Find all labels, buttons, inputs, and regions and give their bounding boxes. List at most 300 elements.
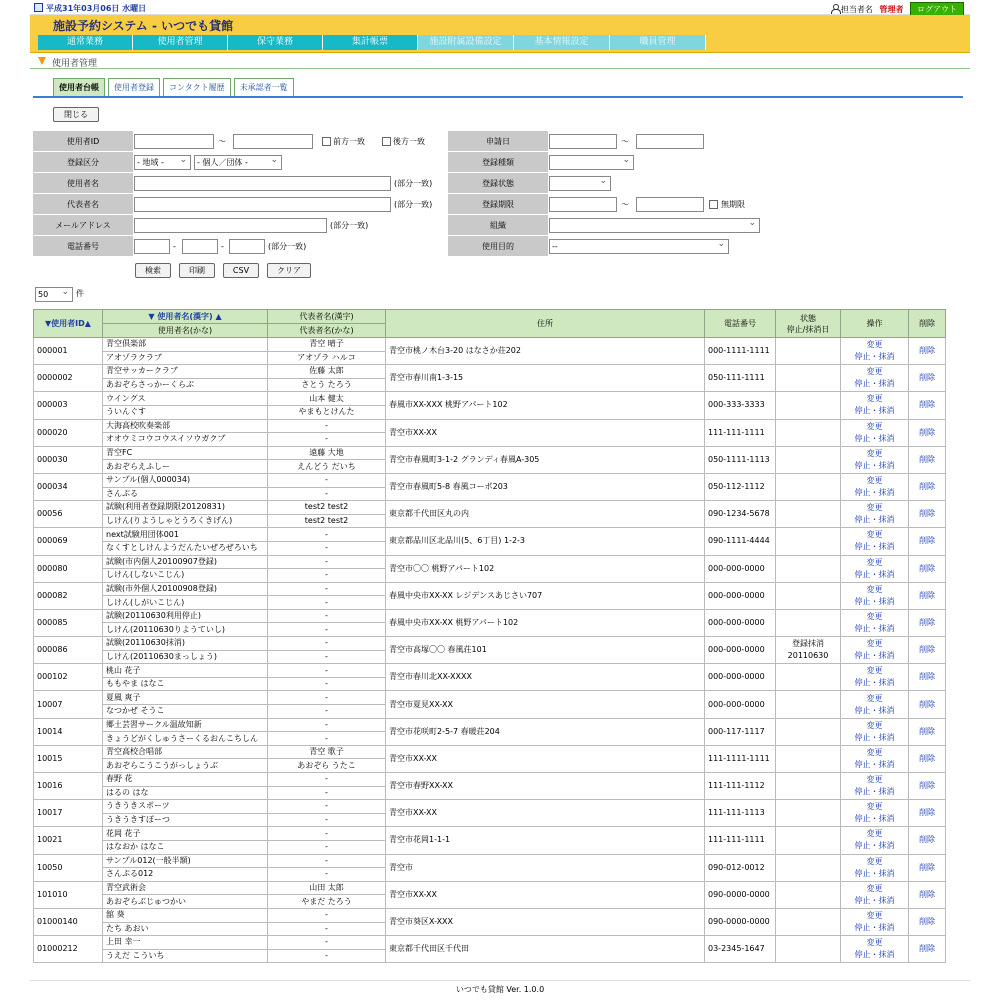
nav-staff-management[interactable]: 職員管理 [610,35,706,50]
user-name-cell: サンプル012(一般半額) [103,854,268,868]
tab-bar [53,78,297,97]
table-row [34,555,946,569]
stop-delete-link[interactable]: 停止・抹消 [854,759,895,769]
delete-link[interactable]: 削除 [919,862,935,872]
edit-link[interactable]: 変更 [866,448,883,458]
user-name-cell: 青空サッカークラブ [103,365,268,379]
col-header-user-id[interactable]: ▼使用者ID▲ [34,310,103,338]
section-title: 使用者管理 [52,59,98,69]
user-id-label: 使用者ID [33,131,133,152]
delete-cell [909,609,946,636]
user-id-cell: 0000002 [34,365,103,392]
status-cell [776,745,841,772]
region-select[interactable]: - 地域 - ⌄ [134,155,191,170]
stop-delete-link[interactable]: 停止・抹消 [854,895,895,905]
user-name-label: 使用者名 [33,173,133,194]
edit-link[interactable]: 変更 [866,938,883,948]
address-cell: 青空市春川南1-3-15 [386,365,705,392]
user-name-kana-cell: なつかぜ そうこ [103,705,268,719]
phone-cell: 000-333-3333 [705,392,776,419]
phone-dash: - [173,242,176,251]
user-name-kana-cell: あおぞらえふしー [103,460,268,474]
col-header-status [776,310,841,338]
table-row [34,854,946,868]
phone-cell: 03-2345-1647 [705,936,776,963]
apply-date-label: 申請日 [448,131,548,152]
no-expiry-checkbox[interactable] [709,200,718,209]
user-name-cell: 青空FC [103,446,268,460]
operations-cell [841,691,909,718]
rep-name-cell: 佐藤 太郎 [268,365,386,379]
operations-cell [841,338,909,365]
rep-name-kana-cell: test2 test2 [268,514,386,528]
tab-underline [33,96,963,98]
nav-basic-settings[interactable]: 基本情報設定 [514,35,610,50]
phone-part2-input[interactable] [182,239,218,254]
page-size-control [35,287,84,302]
rep-name-kana-cell: - [268,868,386,882]
user-id-cell: 000085 [34,609,103,636]
delete-cell [909,936,946,963]
operations-cell [841,827,909,854]
tab-user-ledger[interactable]: 使用者台帳 [53,78,105,97]
reg-expiry-from-input[interactable] [549,197,617,212]
suffix-match-checkbox[interactable] [382,137,391,146]
phone-dash: - [221,242,224,251]
stop-delete-link[interactable]: 停止・抹消 [854,569,895,579]
user-name-cell: 舘 葵 [103,908,268,922]
table-row [34,718,946,732]
email-label: メールアドレス [33,215,133,236]
status-cell [776,609,841,636]
user-name-kana-cell: しけん(しないこじん) [103,569,268,583]
user-name-kana-cell: さんぷる012 [103,868,268,882]
table-row [34,936,946,950]
user-name-kana-cell: ういんぐす [103,405,268,419]
edit-link[interactable]: 変更 [866,503,883,513]
phone-part3-input[interactable] [229,239,265,254]
rep-name-cell: - [268,718,386,732]
user-id-cell: 10021 [34,827,103,854]
delete-link[interactable]: 削除 [919,509,935,519]
status-cell [776,419,841,446]
rep-name-cell: - [268,582,386,596]
stop-delete-link[interactable]: 停止・抹消 [854,705,895,715]
delete-cell [909,582,946,609]
rep-name-cell: 山田 太郎 [268,881,386,895]
rep-name-kana-cell: - [268,786,386,800]
delete-link[interactable]: 削除 [919,617,935,627]
status-cell [776,827,841,854]
user-name-cell: 試験(市内個人20100907登録) [103,555,268,569]
current-date: 平成31年03月06日 水曜日 [34,3,146,14]
search-actions [135,263,311,278]
stop-delete-link[interactable]: 停止・抹消 [854,542,895,552]
stop-delete-link[interactable]: 停止・抹消 [854,950,895,960]
app-header [30,15,970,53]
delete-cell [909,637,946,664]
operations-cell [841,637,909,664]
edit-link[interactable]: 変更 [866,421,883,431]
stop-delete-link[interactable]: 停止・抹消 [854,787,895,797]
suffix-match-label: 後方一致 [393,137,425,146]
operations-cell [841,908,909,935]
operations-cell [841,854,909,881]
user-id-cell: 000069 [34,528,103,555]
delete-link[interactable]: 削除 [919,536,935,546]
delete-link[interactable]: 削除 [919,726,935,736]
reg-type-select[interactable] [549,155,634,170]
address-cell: 東京都品川区北品川(5、6丁目) 1-2-3 [386,528,705,555]
delete-link[interactable]: 削除 [919,400,935,410]
form-row-4 [33,194,766,215]
status-cell [776,854,841,881]
table-row [34,637,946,651]
rep-name-cell: 青空 歌子 [268,745,386,759]
phone-cell: 111-111-1113 [705,800,776,827]
user-name-kana-cell: あおぞらさっかーくらぶ [103,378,268,392]
user-name-cell: 桃山 花子 [103,664,268,678]
col-header-user-name-kana: 使用者名(かな) [103,324,268,338]
operations-cell [841,745,909,772]
status-cell [776,908,841,935]
csv-button[interactable]: CSV [223,263,259,278]
no-expiry-label: 無期限 [721,200,745,209]
edit-link[interactable]: 変更 [866,557,883,567]
form-row-1 [33,131,766,152]
user-name-cell: 青空武術会 [103,881,268,895]
delete-cell [909,392,946,419]
operations-cell [841,392,909,419]
table-row [34,528,946,542]
rep-name-kana-cell: - [268,541,386,555]
delete-link[interactable]: 削除 [919,645,935,655]
user-name-input[interactable] [134,176,391,191]
user-name-kana-cell: きょうどがくしゅうさーくるおんこちしん [103,732,268,746]
close-button[interactable]: 閉じる [53,107,99,122]
delete-link[interactable]: 削除 [919,753,935,763]
address-cell: 東京都千代田区丸の内 [386,501,705,528]
delete-cell [909,528,946,555]
stop-delete-link[interactable]: 停止・抹消 [854,433,895,443]
stop-delete-link[interactable]: 停止・抹消 [854,923,895,933]
reg-expiry-to-input[interactable] [636,197,704,212]
col-header-user-name[interactable]: ▼ 使用者名(漢字) ▲ [103,310,268,324]
stop-delete-link[interactable]: 停止・抹消 [854,488,895,498]
user-role: 管理者 [879,5,904,14]
table-row [34,908,946,922]
phone-cell: 090-0000-0000 [705,908,776,935]
delete-cell [909,854,946,881]
rep-name-cell: - [268,473,386,487]
reg-expiry-label: 登録期限 [448,194,548,215]
edit-link[interactable]: 変更 [866,747,883,757]
status-cell [776,718,841,745]
reg-class-label: 登録区分 [33,152,133,173]
user-name-cell: 上田 幸一 [103,936,268,950]
edit-link[interactable]: 変更 [866,394,883,404]
user-id-cell: 000003 [34,392,103,419]
edit-link[interactable]: 変更 [866,340,883,350]
stop-delete-link[interactable]: 停止・抹消 [854,623,895,633]
calendar-icon [34,3,43,12]
delete-link[interactable]: 削除 [919,590,935,600]
user-name-cell: 試験(市外個人20100908登録) [103,582,268,596]
address-cell: 青空市夏見XX-XX [386,691,705,718]
edit-link[interactable]: 変更 [866,666,883,676]
table-row [34,446,946,460]
rep-name-kana-cell: - [268,732,386,746]
status-cell [776,664,841,691]
user-name-cell: 試験(20110630抹消) [103,637,268,651]
rep-name-input[interactable] [134,197,391,212]
clear-button[interactable]: クリア [267,263,311,278]
user-id-cell: 000034 [34,473,103,500]
rep-name-kana-cell: - [268,569,386,583]
delete-link[interactable]: 削除 [919,781,935,791]
status-cell [776,773,841,800]
phone-part1-input[interactable] [134,239,170,254]
delete-cell [909,446,946,473]
col-header-rep-name: 代表者名(漢字) [268,310,386,324]
user-id-cell: 01000140 [34,908,103,935]
rep-name-cell: - [268,691,386,705]
delete-link[interactable]: 削除 [919,346,935,356]
edit-link[interactable]: 変更 [866,856,883,866]
org-select[interactable] [549,218,760,233]
email-input[interactable] [134,218,327,233]
stop-delete-link[interactable]: 停止・抹消 [854,515,895,525]
logout-button[interactable]: ログアウト [910,2,964,17]
rep-name-cell: 山本 健太 [268,392,386,406]
delete-link[interactable]: 削除 [919,427,935,437]
user-id-cell: 000082 [34,582,103,609]
stop-delete-link[interactable]: 停止・抹消 [854,841,895,851]
delete-cell [909,691,946,718]
nav-regular-tasks[interactable]: 通常業務 [38,35,133,50]
user-name-cell: 試験(利用者登録期限20120831) [103,501,268,515]
rep-name-kana-cell: アオゾラ ハルコ [268,351,386,365]
delete-cell [909,881,946,908]
edit-link[interactable]: 変更 [866,367,883,377]
table-row [34,745,946,759]
edit-link[interactable]: 変更 [866,584,883,594]
operations-cell [841,501,909,528]
user-name-kana-cell: しけん(りようしゃとうろくきげん) [103,514,268,528]
table-row [34,501,946,515]
delete-link[interactable]: 削除 [919,889,935,899]
user-name-cell: 試験(20110630利用停止) [103,609,268,623]
user-id-from-input[interactable] [134,134,214,149]
edit-link[interactable]: 変更 [866,720,883,730]
status-cell [776,936,841,963]
purpose-select[interactable]: -- ⌄ [549,239,729,254]
address-cell: 春風市XX-XXX 桃野アパート102 [386,392,705,419]
delete-link[interactable]: 削除 [919,808,935,818]
delete-link[interactable]: 削除 [919,672,935,682]
user-name-kana-cell: たち あおい [103,922,268,936]
edit-link[interactable]: 変更 [866,476,883,486]
status-cell [776,338,841,365]
table-row [34,664,946,678]
rep-name-cell: 青空 晴子 [268,338,386,352]
rep-name-kana-cell: - [268,922,386,936]
delete-cell [909,745,946,772]
edit-link[interactable]: 変更 [866,693,883,703]
delete-cell [909,718,946,745]
address-cell: 春風中央市XX-XX レジデンスあじさい707 [386,582,705,609]
user-name-cell: うきうきスポーツ [103,800,268,814]
prefix-match-checkbox[interactable] [322,137,331,146]
rep-name-cell: - [268,827,386,841]
apply-date-to-input[interactable] [636,134,704,149]
rep-name-kana-cell: - [268,813,386,827]
rep-name-kana-cell: えんどう だいち [268,460,386,474]
address-cell: 青空市花岡1-1-1 [386,827,705,854]
phone-cell: 090-1234-5678 [705,501,776,528]
address-cell: 青空市春野XX-XX [386,773,705,800]
status-cell [776,392,841,419]
user-name-kana-cell: あおぞらぶじゅつかい [103,895,268,909]
nav-user-management[interactable]: 使用者管理 [133,35,228,50]
range-separator: ～ [218,137,226,146]
table-row [34,419,946,433]
app-title: 施設予約システム - いつでも貸館 [53,19,234,33]
rep-name-cell: - [268,800,386,814]
stop-delete-link[interactable]: 停止・抹消 [854,678,895,688]
nav-facility-settings[interactable]: 施設附属設備設定 [418,35,514,50]
delete-link[interactable]: 削除 [919,563,935,573]
user-name-cell: ウイングス [103,392,268,406]
delete-link[interactable]: 削除 [919,482,935,492]
delete-cell [909,338,946,365]
operations-cell [841,609,909,636]
user-name-kana-cell: ももやま はなこ [103,677,268,691]
operations-cell [841,773,909,800]
status-cell [776,446,841,473]
stop-delete-link[interactable]: 停止・抹消 [854,596,895,606]
phone-cell: 000-000-0000 [705,664,776,691]
status-date: 20110630 [787,651,829,661]
delete-cell [909,908,946,935]
user-id-cell: 10014 [34,718,103,745]
operations-cell [841,528,909,555]
nav-reports[interactable]: 集計帳票 [323,35,418,50]
delete-link[interactable]: 削除 [919,835,935,845]
stop-delete-link[interactable]: 停止・抹消 [854,352,895,362]
delete-link[interactable]: 削除 [919,917,935,927]
partial-match-note: (部分一致) [394,179,433,188]
status-cell [776,637,841,664]
stop-delete-link[interactable]: 停止・抹消 [854,460,895,470]
rep-name-kana-cell: あおぞら うたこ [268,759,386,773]
rep-name-cell: - [268,908,386,922]
rep-name-cell: - [268,637,386,651]
phone-label: 電話番号 [33,236,133,257]
edit-link[interactable]: 変更 [866,530,883,540]
table-row [34,609,946,623]
stop-delete-link[interactable]: 停止・抹消 [854,814,895,824]
operations-cell [841,419,909,446]
user-name-cell: 青空高校合唱部 [103,745,268,759]
delete-link[interactable]: 削除 [919,373,935,383]
user-id-cell: 10017 [34,800,103,827]
delete-link[interactable]: 削除 [919,454,935,464]
user-name-kana-cell: あおぞらこうこうがっしょうぶ [103,759,268,773]
individual-group-select[interactable]: - 個人／団体 - ⌄ [194,155,282,170]
prefix-match-label: 前方一致 [333,137,365,146]
status-cell [776,528,841,555]
rep-name-kana-cell: さとう たろう [268,378,386,392]
table-row [34,881,946,895]
edit-link[interactable]: 変更 [866,911,883,921]
edit-link[interactable]: 変更 [866,611,883,621]
user-id-cell: 10016 [34,773,103,800]
stop-delete-link[interactable]: 停止・抹消 [854,651,895,661]
rep-name-cell: - [268,555,386,569]
operations-cell [841,365,909,392]
status-cell [776,582,841,609]
user-name-cell: 青空倶楽部 [103,338,268,352]
stop-delete-link[interactable]: 停止・抹消 [854,732,895,742]
user-name-kana-cell: はるの はな [103,786,268,800]
table-row [34,582,946,596]
table-row [34,365,946,379]
user-icon [831,4,839,13]
tab-contact-history[interactable]: コンタクト履歴 [163,78,231,97]
search-button[interactable]: 検索 [135,263,171,278]
tab-unapproved-list[interactable]: 未承認者一覧 [234,78,294,97]
reg-status-select[interactable] [549,176,611,191]
delete-link[interactable]: 削除 [919,699,935,709]
stop-delete-link[interactable]: 停止・抹消 [854,406,895,416]
user-id-to-input[interactable] [233,134,313,149]
edit-link[interactable]: 変更 [866,883,883,893]
user-name-cell: 大海高校吹奏楽部 [103,419,268,433]
user-id-cell: 10015 [34,745,103,772]
rep-name-kana-cell: - [268,596,386,610]
status-header-line2: 停止/抹消日 [786,324,830,334]
tab-user-registration[interactable]: 使用者登録 [108,78,160,97]
user-name-kana-cell: さんぷる [103,487,268,501]
operations-cell [841,473,909,500]
col-header-phone: 電話番号 [705,310,776,338]
operations-cell [841,936,909,963]
edit-link[interactable]: 変更 [866,775,883,785]
delete-link[interactable]: 削除 [919,944,935,954]
nav-maintenance[interactable]: 保守業務 [228,35,323,50]
address-cell: 青空市XX-XX [386,419,705,446]
phone-cell: 000-000-0000 [705,609,776,636]
apply-date-from-input[interactable] [549,134,617,149]
stop-delete-link[interactable]: 停止・抹消 [854,379,895,389]
table-row [34,392,946,406]
address-cell: 青空市花咲町2-5-7 春暖荘204 [386,718,705,745]
stop-delete-link[interactable]: 停止・抹消 [854,868,895,878]
edit-link[interactable]: 変更 [866,829,883,839]
status-cell [776,473,841,500]
rep-name-cell: - [268,936,386,950]
print-button[interactable]: 印刷 [179,263,215,278]
edit-link[interactable]: 変更 [866,802,883,812]
address-cell: 東京都千代田区千代田 [386,936,705,963]
page-size-select[interactable]: 50 ⌄ [35,287,73,302]
user-id-cell: 10050 [34,854,103,881]
form-row-3 [33,173,766,194]
edit-link[interactable]: 変更 [866,639,883,649]
address-cell: 青空市葵区X-XXX [386,908,705,935]
user-id-cell: 000001 [34,338,103,365]
